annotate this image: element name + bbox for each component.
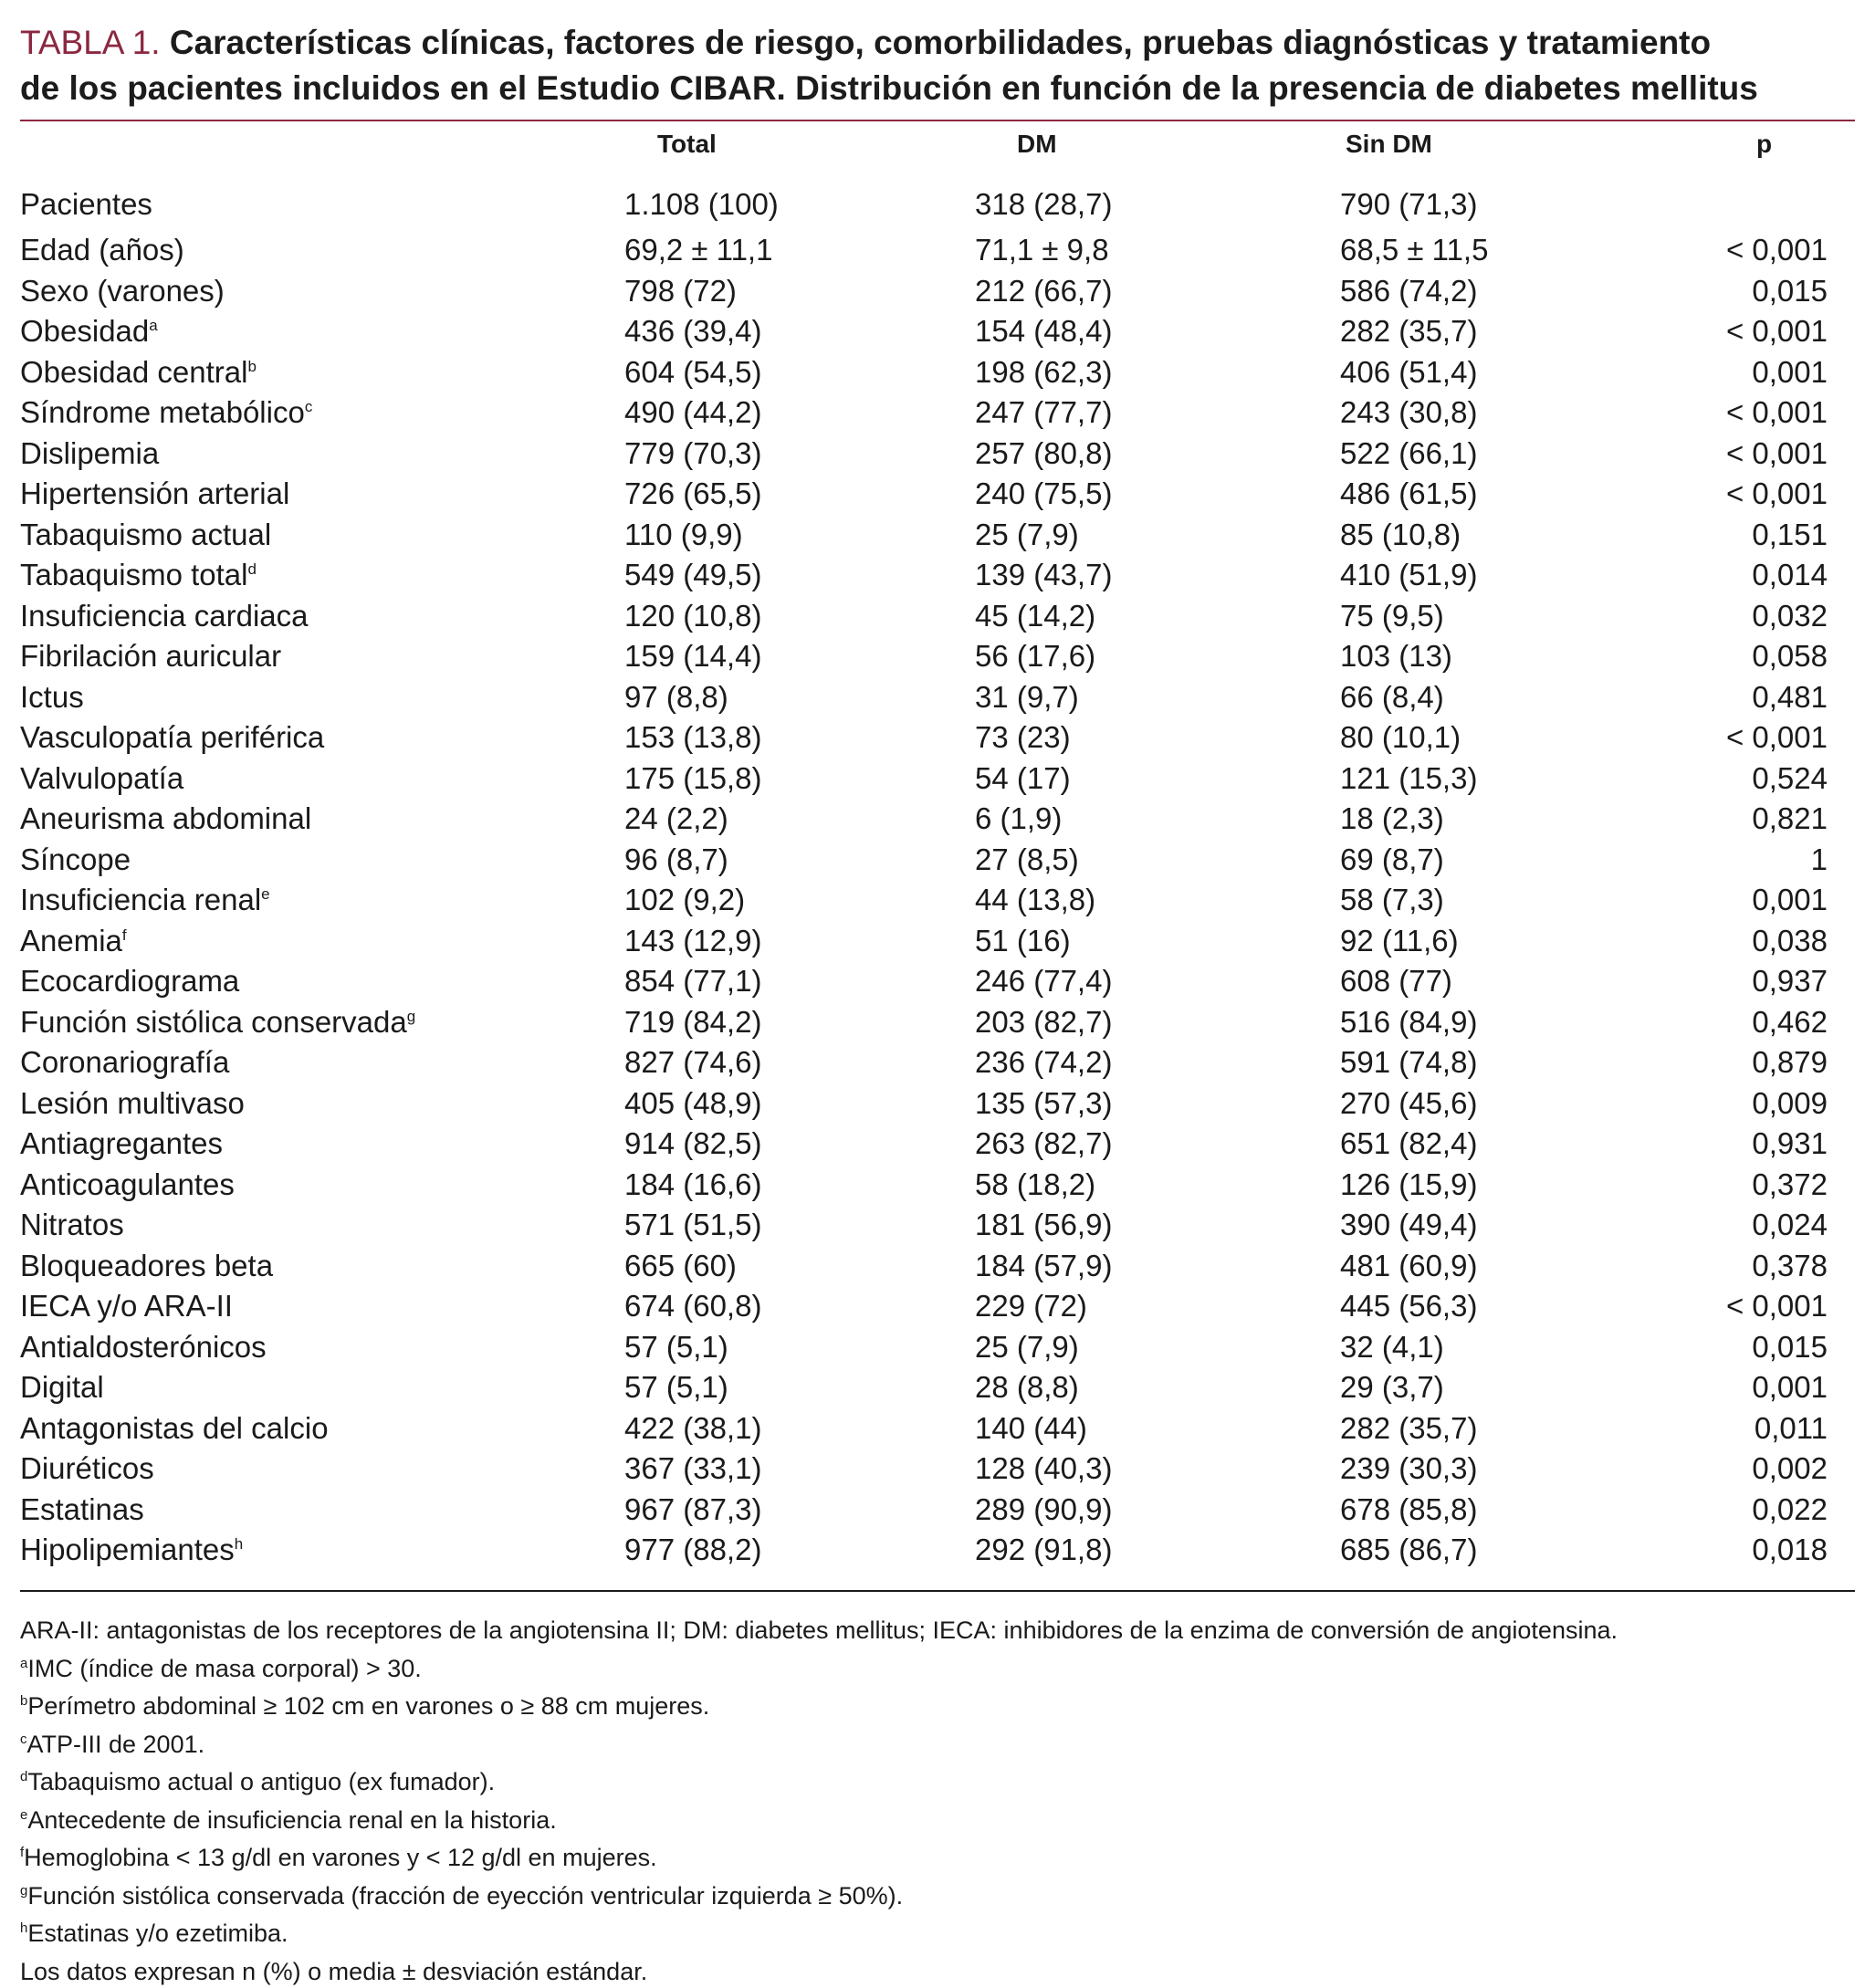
table-row: [20, 1408, 1855, 1449]
cell-p: 0,481: [1672, 677, 1855, 718]
cell-sindm: 103 (13): [1271, 636, 1672, 677]
row-label: Tabaquismo actual: [20, 515, 577, 556]
cell-p: 0,524: [1672, 759, 1855, 800]
cell-p: 0,378: [1672, 1246, 1855, 1287]
cell-sindm: 410 (51,9): [1271, 555, 1672, 596]
cell-total: 854 (77,1): [577, 961, 924, 1002]
cell-p: 0,015: [1672, 1327, 1855, 1368]
table-row: [20, 1530, 1855, 1571]
cell-sindm: 282 (35,7): [1271, 1408, 1672, 1449]
cell-sindm: 121 (15,3): [1271, 759, 1672, 800]
cell-dm: 289 (90,9): [924, 1490, 1271, 1531]
cell-p: < 0,001: [1672, 1286, 1855, 1327]
cell-dm: 318 (28,7): [924, 179, 1271, 230]
row-label: Diuréticos: [20, 1449, 577, 1490]
row-label: Estatinas: [20, 1490, 577, 1531]
cell-dm: 58 (18,2): [924, 1165, 1271, 1206]
footnote: Los datos expresan n (%) o media ± desviación estándar.: [20, 1951, 1855, 1988]
header-dm: DM: [924, 130, 1271, 179]
table-row: [20, 434, 1855, 475]
table-row: [20, 352, 1855, 393]
table-row: [20, 1042, 1855, 1083]
cell-total: 184 (16,6): [577, 1165, 924, 1206]
footnote: $^a$IMC (índice de masa corporal) > 30.: [20, 1648, 1855, 1686]
data-table: [20, 130, 1855, 1571]
table-row: [20, 636, 1855, 677]
row-label: Antialdosterónicos: [20, 1327, 577, 1368]
cell-total: 367 (33,1): [577, 1449, 924, 1490]
row-label: Bloqueadores beta: [20, 1246, 577, 1287]
table-row: [20, 1124, 1855, 1165]
header-label: [20, 130, 577, 179]
cell-p: 0,018: [1672, 1530, 1855, 1571]
cell-sindm: 522 (66,1): [1271, 434, 1672, 475]
cell-p: 0,032: [1672, 596, 1855, 637]
cell-total: 24 (2,2): [577, 799, 924, 840]
footnotes: [20, 1609, 1855, 1988]
cell-sindm: 126 (15,9): [1271, 1165, 1672, 1206]
cell-total: 719 (84,2): [577, 1002, 924, 1043]
cell-dm: 212 (66,7): [924, 271, 1271, 312]
cell-p: 0,009: [1672, 1083, 1855, 1125]
table-row: [20, 179, 1855, 230]
cell-dm: 135 (57,3): [924, 1083, 1271, 1125]
table-row: [20, 230, 1855, 271]
cell-total: 143 (12,9): [577, 921, 924, 962]
table-row: [20, 1002, 1855, 1043]
cell-sindm: 790 (71,3): [1271, 179, 1672, 230]
row-label: Antagonistas del calcio: [20, 1408, 577, 1449]
row-label: IECA y/o ARA-II: [20, 1286, 577, 1327]
cell-p: 0,024: [1672, 1205, 1855, 1246]
cell-total: 120 (10,8): [577, 596, 924, 637]
cell-total: 967 (87,3): [577, 1490, 924, 1531]
cell-dm: 263 (82,7): [924, 1124, 1271, 1165]
cell-dm: 184 (57,9): [924, 1246, 1271, 1287]
table-row: [20, 799, 1855, 840]
cell-total: 153 (13,8): [577, 717, 924, 759]
row-label: Hipolipemiantes$^h$: [20, 1530, 577, 1571]
row-label: Obesidad$^a$: [20, 311, 577, 352]
cell-p: 0,821: [1672, 799, 1855, 840]
cell-p: < 0,001: [1672, 311, 1855, 352]
cell-sindm: 685 (86,7): [1271, 1530, 1672, 1571]
cell-dm: 54 (17): [924, 759, 1271, 800]
cell-p: < 0,001: [1672, 392, 1855, 434]
cell-dm: 229 (72): [924, 1286, 1271, 1327]
cell-dm: 73 (23): [924, 717, 1271, 759]
cell-total: 110 (9,9): [577, 515, 924, 556]
table-title-line1: Características clínicas, factores de riesgo, comorbilidades, pruebas diagnósticas y tratamiento: [170, 24, 1711, 61]
cell-sindm: 239 (30,3): [1271, 1449, 1672, 1490]
cell-dm: 139 (43,7): [924, 555, 1271, 596]
row-label: Insuficiencia renal$^e$: [20, 880, 577, 921]
cell-sindm: 586 (74,2): [1271, 271, 1672, 312]
table-row: [20, 1205, 1855, 1246]
table-row: [20, 271, 1855, 312]
table-row: [20, 515, 1855, 556]
row-label: Vasculopatía periférica: [20, 717, 577, 759]
row-label: Digital: [20, 1367, 577, 1408]
cell-p: 0,015: [1672, 271, 1855, 312]
row-label: Función sistólica conservada$^g$: [20, 1002, 577, 1043]
row-label: Fibrilación auricular: [20, 636, 577, 677]
cell-sindm: 270 (45,6): [1271, 1083, 1672, 1125]
row-label: Edad (años): [20, 230, 577, 271]
footnote: $^c$ATP-III de 2001.: [20, 1723, 1855, 1762]
table-row: [20, 961, 1855, 1002]
table-row: [20, 474, 1855, 515]
cell-p: < 0,001: [1672, 230, 1855, 271]
table-row: [20, 1449, 1855, 1490]
cell-dm: 56 (17,6): [924, 636, 1271, 677]
cell-sindm: 390 (49,4): [1271, 1205, 1672, 1246]
cell-dm: 27 (8,5): [924, 840, 1271, 881]
cell-p: 0,462: [1672, 1002, 1855, 1043]
cell-dm: 181 (56,9): [924, 1205, 1271, 1246]
cell-p: 0,151: [1672, 515, 1855, 556]
footnote: $^f$Hemoglobina < 13 g/dl en varones y < 12 g/dl en mujeres.: [20, 1836, 1855, 1875]
cell-total: 798 (72): [577, 271, 924, 312]
cell-p: [1672, 179, 1855, 230]
cell-total: 69,2 ± 11,1: [577, 230, 924, 271]
cell-total: 571 (51,5): [577, 1205, 924, 1246]
cell-total: 175 (15,8): [577, 759, 924, 800]
cell-sindm: 68,5 ± 11,5: [1271, 230, 1672, 271]
table-body: [20, 179, 1855, 1571]
table-row: [20, 392, 1855, 434]
cell-dm: 246 (77,4): [924, 961, 1271, 1002]
cell-sindm: 591 (74,8): [1271, 1042, 1672, 1083]
table-row: [20, 677, 1855, 718]
row-label: Aneurisma abdominal: [20, 799, 577, 840]
table-row: [20, 1367, 1855, 1408]
cell-p: 0,038: [1672, 921, 1855, 962]
table-row: [20, 1165, 1855, 1206]
table-label: TABLA 1.: [20, 24, 161, 61]
row-label: Hipertensión arterial: [20, 474, 577, 515]
header-sindm: Sin DM: [1271, 130, 1672, 179]
cell-total: 102 (9,2): [577, 880, 924, 921]
table-row: [20, 1327, 1855, 1368]
cell-total: 977 (88,2): [577, 1530, 924, 1571]
row-label: Tabaquismo total$^d$: [20, 555, 577, 596]
footnote: $^b$Perímetro abdominal ≥ 102 cm en varones o ≥ 88 cm mujeres.: [20, 1685, 1855, 1723]
cell-p: 0,002: [1672, 1449, 1855, 1490]
cell-sindm: 282 (35,7): [1271, 311, 1672, 352]
table-row: [20, 1490, 1855, 1531]
cell-dm: 292 (91,8): [924, 1530, 1271, 1571]
cell-total: 827 (74,6): [577, 1042, 924, 1083]
cell-p: < 0,001: [1672, 717, 1855, 759]
cell-dm: 45 (14,2): [924, 596, 1271, 637]
cell-dm: 154 (48,4): [924, 311, 1271, 352]
table-row: [20, 596, 1855, 637]
row-label: Coronariografía: [20, 1042, 577, 1083]
table-caption: [20, 20, 1855, 111]
cell-p: 0,931: [1672, 1124, 1855, 1165]
cell-total: 549 (49,5): [577, 555, 924, 596]
cell-sindm: 445 (56,3): [1271, 1286, 1672, 1327]
cell-p: 0,001: [1672, 880, 1855, 921]
table-row: [20, 311, 1855, 352]
row-label: Anemia$^f$: [20, 921, 577, 962]
row-label: Sexo (varones): [20, 271, 577, 312]
cell-sindm: 32 (4,1): [1271, 1327, 1672, 1368]
row-label: Ecocardiograma: [20, 961, 577, 1002]
table-row: [20, 555, 1855, 596]
cell-dm: 6 (1,9): [924, 799, 1271, 840]
cell-dm: 236 (74,2): [924, 1042, 1271, 1083]
row-label: Síncope: [20, 840, 577, 881]
cell-dm: 31 (9,7): [924, 677, 1271, 718]
cell-dm: 203 (82,7): [924, 1002, 1271, 1043]
top-rule: [20, 120, 1855, 121]
cell-total: 422 (38,1): [577, 1408, 924, 1449]
table-row: [20, 1286, 1855, 1327]
cell-total: 674 (60,8): [577, 1286, 924, 1327]
cell-sindm: 678 (85,8): [1271, 1490, 1672, 1531]
row-label: Antiagregantes: [20, 1124, 577, 1165]
footnote: $^h$Estatinas y/o ezetimiba.: [20, 1912, 1855, 1951]
footnote: ARA-II: antagonistas de los receptores de la angiotensina II; DM: diabetes mellitus; IECA: inhibidores de la enzima de conversión de angiotensina.: [20, 1609, 1855, 1648]
cell-total: 779 (70,3): [577, 434, 924, 475]
row-label: Lesión multivaso: [20, 1083, 577, 1125]
cell-dm: 25 (7,9): [924, 1327, 1271, 1368]
cell-p: 0,001: [1672, 352, 1855, 393]
cell-sindm: 18 (2,3): [1271, 799, 1672, 840]
cell-total: 490 (44,2): [577, 392, 924, 434]
cell-p: 0,022: [1672, 1490, 1855, 1531]
cell-total: 726 (65,5): [577, 474, 924, 515]
cell-sindm: 69 (8,7): [1271, 840, 1672, 881]
cell-p: 0,879: [1672, 1042, 1855, 1083]
cell-dm: 247 (77,7): [924, 392, 1271, 434]
row-label: Insuficiencia cardiaca: [20, 596, 577, 637]
table-row: [20, 1246, 1855, 1287]
cell-dm: 257 (80,8): [924, 434, 1271, 475]
header-p: p: [1672, 130, 1855, 179]
cell-dm: 128 (40,3): [924, 1449, 1271, 1490]
table-row: [20, 1083, 1855, 1125]
header-total: Total: [577, 130, 924, 179]
cell-sindm: 481 (60,9): [1271, 1246, 1672, 1287]
cell-p: 0,372: [1672, 1165, 1855, 1206]
cell-p: < 0,001: [1672, 434, 1855, 475]
cell-sindm: 486 (61,5): [1271, 474, 1672, 515]
cell-total: 405 (48,9): [577, 1083, 924, 1125]
cell-p: 0,011: [1672, 1408, 1855, 1449]
cell-sindm: 75 (9,5): [1271, 596, 1672, 637]
cell-dm: 140 (44): [924, 1408, 1271, 1449]
bottom-rule: [20, 1590, 1855, 1592]
table-title-line2: de los pacientes incluidos en el Estudio CIBAR. Distribución en función de la presencia de diabetes mellitus: [20, 69, 1758, 107]
cell-sindm: 406 (51,4): [1271, 352, 1672, 393]
cell-sindm: 516 (84,9): [1271, 1002, 1672, 1043]
row-label: Obesidad central$^b$: [20, 352, 577, 393]
row-label: Ictus: [20, 677, 577, 718]
footnote: $^e$Antecedente de insuficiencia renal en la historia.: [20, 1799, 1855, 1837]
cell-sindm: 85 (10,8): [1271, 515, 1672, 556]
cell-p: 0,014: [1672, 555, 1855, 596]
table-row: [20, 840, 1855, 881]
cell-p: 0,937: [1672, 961, 1855, 1002]
cell-dm: 198 (62,3): [924, 352, 1271, 393]
cell-total: 665 (60): [577, 1246, 924, 1287]
footnote: $^g$Función sistólica conservada (fracción de eyección ventricular izquierda ≥ 50%).: [20, 1875, 1855, 1913]
cell-total: 604 (54,5): [577, 352, 924, 393]
cell-dm: 28 (8,8): [924, 1367, 1271, 1408]
cell-dm: 71,1 ± 9,8: [924, 230, 1271, 271]
cell-sindm: 80 (10,1): [1271, 717, 1672, 759]
cell-sindm: 58 (7,3): [1271, 880, 1672, 921]
header-row: [20, 130, 1855, 179]
cell-p: < 0,001: [1672, 474, 1855, 515]
cell-p: 0,001: [1672, 1367, 1855, 1408]
row-label: Dislipemia: [20, 434, 577, 475]
cell-total: 57 (5,1): [577, 1327, 924, 1368]
cell-total: 57 (5,1): [577, 1367, 924, 1408]
table-row: [20, 717, 1855, 759]
cell-dm: 25 (7,9): [924, 515, 1271, 556]
cell-p: 0,058: [1672, 636, 1855, 677]
table-row: [20, 921, 1855, 962]
footnote: $^d$Tabaquismo actual o antiguo (ex fumador).: [20, 1761, 1855, 1799]
table-row: [20, 759, 1855, 800]
cell-total: 96 (8,7): [577, 840, 924, 881]
cell-sindm: 66 (8,4): [1271, 677, 1672, 718]
cell-sindm: 651 (82,4): [1271, 1124, 1672, 1165]
cell-sindm: 29 (3,7): [1271, 1367, 1672, 1408]
cell-dm: 51 (16): [924, 921, 1271, 962]
row-label: Anticoagulantes: [20, 1165, 577, 1206]
cell-total: 159 (14,4): [577, 636, 924, 677]
cell-total: 1.108 (100): [577, 179, 924, 230]
row-label: Nitratos: [20, 1205, 577, 1246]
row-label: Valvulopatía: [20, 759, 577, 800]
cell-total: 914 (82,5): [577, 1124, 924, 1165]
cell-total: 97 (8,8): [577, 677, 924, 718]
cell-p: 1: [1672, 840, 1855, 881]
cell-total: 436 (39,4): [577, 311, 924, 352]
cell-dm: 44 (13,8): [924, 880, 1271, 921]
row-label: Síndrome metabólico$^c$: [20, 392, 577, 434]
cell-sindm: 608 (77): [1271, 961, 1672, 1002]
cell-sindm: 92 (11,6): [1271, 921, 1672, 962]
cell-sindm: 243 (30,8): [1271, 392, 1672, 434]
table-row: [20, 880, 1855, 921]
cell-dm: 240 (75,5): [924, 474, 1271, 515]
row-label: Pacientes: [20, 179, 577, 230]
